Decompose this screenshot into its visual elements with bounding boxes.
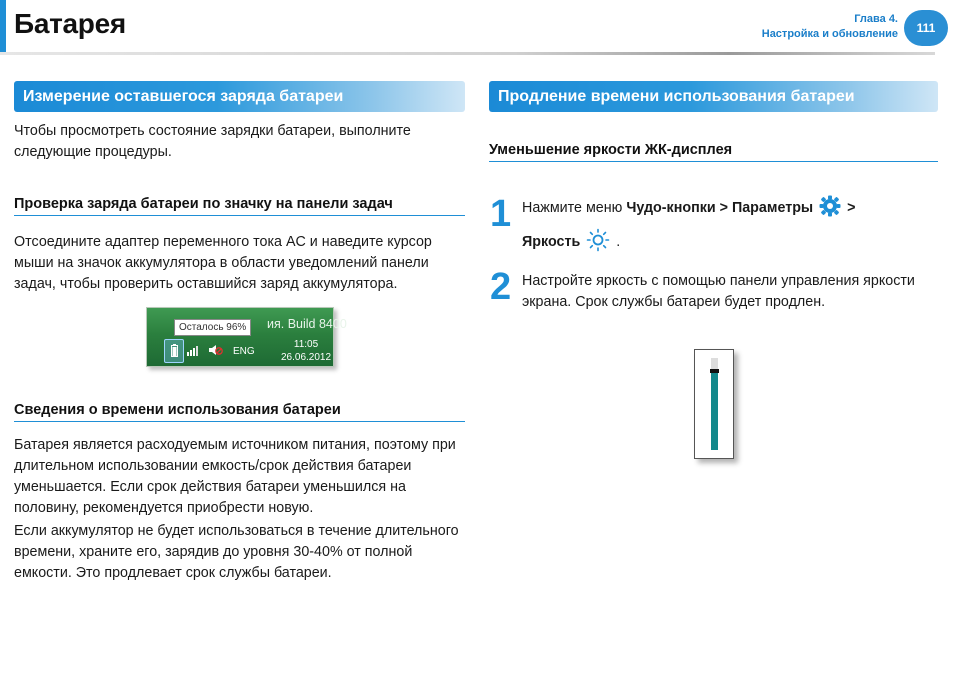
brightness-slider[interactable] [711, 358, 718, 450]
section-title-left: Измерение оставшегося заряда батареи [14, 81, 465, 112]
step-2-number: 2 [490, 266, 512, 308]
step-1-brightness: Яркость [522, 234, 581, 250]
network-icon[interactable] [187, 344, 200, 360]
usage-paragraph-1: Батарея является расходуемым источником питания, поэтому при длительном использовании емкость/срок действия батареи уменьшается. Если срок действия батареи уменьшился на половину, рекомендуется приобрести новую. [14, 437, 456, 516]
battery-tooltip: Осталось 96% [174, 319, 251, 336]
step-1-lead: Нажмите меню [522, 200, 627, 216]
step-2-text: Настройте яркость с помощью панели управления яркости экрана. Срок службы батареи будет продлен. [522, 273, 915, 310]
brightness-slider-panel [694, 349, 734, 459]
chapter-label [762, 12, 898, 42]
language-indicator[interactable]: ENG [233, 346, 255, 357]
chapter-title: Настройка и обновление [761, 28, 898, 40]
check-body: Отсоедините адаптер переменного тока AC и наведите курсор мыши на значок аккумулятора в области уведомлений панели задач, чтобы проверить оставшийся заряд аккумулятора. [14, 234, 432, 292]
usage-paragraph-2: Если аккумулятор не будет использоваться в течение длительного времени, храните его, зарядив до уровня 30-40% от полной емкости. Это продлевает срок службы батареи. [14, 523, 459, 581]
usage-heading: Сведения о времени использования батареи [14, 402, 465, 422]
taskbar-screenshot [146, 307, 347, 367]
intro-text: Чтобы просмотреть состояние зарядки батареи, выполните следующие процедуры. [14, 123, 411, 160]
page-number-badge: 111 [904, 10, 948, 46]
step-1-text [522, 194, 932, 263]
brightness-slider-thumb[interactable] [710, 369, 719, 373]
header-divider [0, 52, 935, 55]
brightness-slider-fill [711, 373, 718, 450]
section-title-right: Продление времени использования батареи [489, 81, 938, 112]
brightness-subheading: Уменьшение яркости ЖК-дисплея [489, 142, 938, 162]
page-title: Батарея [14, 8, 126, 39]
build-watermark: ия. Build 8400 [267, 317, 347, 331]
check-heading: Проверка заряда батареи по значку на панели задач [14, 196, 465, 216]
clock-time: 11:05 [293, 339, 319, 350]
step-1-separator: > [843, 200, 856, 216]
volume-muted-icon[interactable] [209, 344, 223, 360]
step-1-end: . [612, 234, 621, 250]
battery-icon[interactable] [171, 344, 178, 361]
header-accent-bar [0, 0, 6, 52]
brightness-icon [586, 228, 610, 263]
clock-date: 26.06.2012 [281, 352, 332, 363]
step-1-charm-menu: Чудо-кнопки > Параметры [626, 200, 814, 216]
step-1-number: 1 [490, 193, 512, 235]
gear-icon [819, 195, 841, 228]
clock[interactable] [281, 338, 331, 364]
chapter-number: Глава 4. [854, 13, 898, 25]
